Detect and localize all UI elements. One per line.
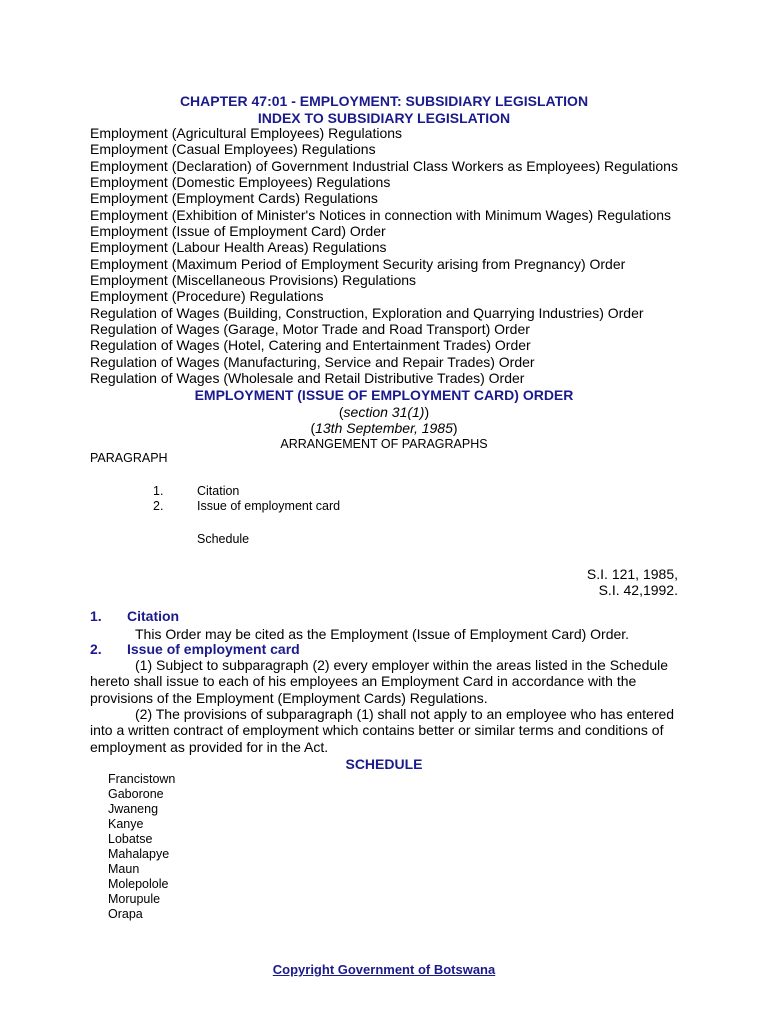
- section-reference-close: ): [424, 404, 430, 420]
- date-open: (: [310, 420, 316, 436]
- index-item[interactable]: Regulation of Wages (Hotel, Catering and Entertainment Trades) Order: [90, 337, 531, 354]
- index-item[interactable]: Employment (Maximum Period of Employment Security arising from Pregnancy) Order: [90, 255, 626, 272]
- paragraph-label: PARAGRAPH: [90, 451, 168, 465]
- arrangement-item-citation[interactable]: Citation: [197, 484, 240, 498]
- schedule-place: Maun: [108, 862, 140, 876]
- schedule-place: Lobatse: [108, 832, 153, 846]
- section-2-title: Issue of employment card: [127, 641, 300, 657]
- schedule-place: Jwaneng: [108, 802, 159, 816]
- index-item[interactable]: Regulation of Wages (Manufacturing, Service and Repair Trades) Order: [90, 353, 535, 370]
- section-1-number: 1.: [90, 608, 102, 624]
- index-item[interactable]: Employment (Declaration) of Government Industrial Class Workers as Employees) Regulations: [90, 157, 678, 174]
- schedule-title: SCHEDULE: [345, 756, 423, 772]
- schedule-place: Kanye: [108, 817, 144, 831]
- index-item[interactable]: Regulation of Wages (Garage, Motor Trade and Road Transport) Order: [90, 321, 530, 338]
- date-text: 13th September, 1985: [315, 420, 453, 436]
- commencement-date: [0, 420, 768, 437]
- index-item[interactable]: Employment (Miscellaneous Provisions) Regulations: [90, 272, 417, 289]
- schedule-place: Gaborone: [108, 787, 164, 801]
- section-2-number: 2.: [90, 641, 102, 657]
- schedule-place-list: [108, 772, 175, 922]
- index-title: INDEX TO SUBSIDIARY LEGISLATION: [257, 110, 511, 126]
- section-2-paragraph-2: (2) The provisions of subparagraph (1) shall not apply to an employee who has entered into a written contract of employment which contains better or similar terms and conditions of employment as provided for in the Act.: [90, 706, 675, 755]
- si-reference-1: S.I. 121, 1985,: [586, 566, 678, 582]
- index-item[interactable]: Employment (Agricultural Employees) Regulations: [90, 125, 403, 141]
- arrangement-schedule[interactable]: Schedule: [197, 532, 250, 546]
- index-item[interactable]: Employment (Domestic Employees) Regulations: [90, 174, 391, 191]
- arrangement-item-num: 2.: [153, 499, 164, 513]
- section-1-text: This Order may be cited as the Employment (Issue of Employment Card) Order.: [135, 626, 630, 642]
- section-2-paragraph-1: (1) Subject to subparagraph (2) every employer within the areas listed in the Schedule hereto shall issue to each of his employees an Employment Card in accordance with the provisions of the Employment (Employment Cards) Regulations.: [90, 657, 669, 706]
- schedule-place: Orapa: [108, 907, 143, 921]
- index-list: [90, 125, 678, 387]
- date-close: ): [452, 420, 458, 436]
- index-item[interactable]: Employment (Casual Employees) Regulations: [90, 141, 376, 158]
- index-item[interactable]: Employment (Labour Health Areas) Regulations: [90, 239, 387, 256]
- copyright-container: [0, 961, 768, 979]
- arrangement-item-num: 1.: [153, 484, 164, 498]
- index-item[interactable]: Employment (Issue of Employment Card) Order: [90, 223, 386, 240]
- schedule-place: Molepolole: [108, 877, 169, 891]
- si-reference-2: S.I. 42,1992.: [598, 582, 678, 598]
- copyright-link[interactable]: Copyright Government of Botswana: [272, 962, 496, 977]
- arrangement-title: ARRANGEMENT OF PARAGRAPHS: [280, 437, 488, 451]
- index-item[interactable]: Employment (Procedure) Regulations: [90, 288, 324, 305]
- order-title: EMPLOYMENT (ISSUE OF EMPLOYMENT CARD) ORDER: [194, 387, 574, 403]
- index-item[interactable]: Regulation of Wages (Wholesale and Retail Distributive Trades) Order: [90, 370, 525, 387]
- section-1-title: Citation: [127, 608, 180, 624]
- schedule-place: Morupule: [108, 892, 161, 906]
- schedule-place: Mahalapye: [108, 847, 170, 861]
- chapter-title: CHAPTER 47:01 - EMPLOYMENT: SUBSIDIARY LEGISLATION: [179, 93, 589, 109]
- section-reference: [0, 404, 768, 421]
- section-reference-text: section 31(1): [343, 404, 425, 420]
- schedule-place: Francistown: [108, 772, 176, 786]
- index-item[interactable]: Regulation of Wages (Building, Construction, Exploration and Quarrying Industries) Order: [90, 304, 644, 321]
- arrangement-item-issue[interactable]: Issue of employment card: [197, 499, 341, 513]
- index-item[interactable]: Employment (Exhibition of Minister's Notices in connection with Minimum Wages) Regulations: [90, 206, 672, 223]
- index-item[interactable]: Employment (Employment Cards) Regulations: [90, 190, 378, 207]
- section-reference-open: (: [338, 404, 344, 420]
